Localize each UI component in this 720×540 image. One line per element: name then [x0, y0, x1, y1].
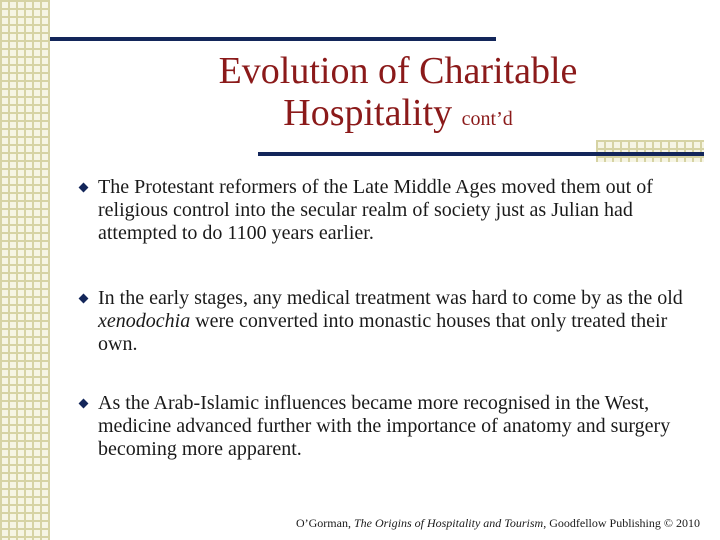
title-rule-bottom	[258, 152, 704, 156]
title-line1: Evolution of Charitable	[218, 50, 578, 92]
bullet-item	[78, 392, 698, 461]
bullet-italic-term: xenodochia	[98, 310, 191, 332]
slide-title	[150, 50, 646, 140]
decorative-grid-left	[0, 0, 50, 540]
citation-author: O’Gorman,	[295, 516, 354, 530]
bullet-list	[78, 176, 698, 503]
bullet-text: The Protestant reformers of the Late Middle Ages moved them out of religious control into the secular realm of society just as Julian had attempted to do 1100 years earlier.	[98, 176, 653, 244]
bullet-text-after: were converted into monastic houses that only treated their own.	[98, 310, 668, 355]
title-rule-top	[50, 37, 496, 41]
bullet-text: As the Arab-Islamic influences became more recognised in the West, medicine advanced further with the importance of anatomy and surgery becoming more apparent.	[98, 392, 671, 460]
bullet-text-before: In the early stages, any medical treatment was hard to come by as the old	[98, 287, 683, 309]
title-line2: Hospitality	[283, 92, 453, 134]
bullet-diamond-icon	[79, 294, 89, 304]
bullet-item	[78, 176, 698, 245]
title-suffix: cont’d	[461, 108, 513, 130]
decorative-grid-right	[596, 140, 704, 162]
bullet-item	[78, 287, 698, 356]
bullet-diamond-icon	[79, 399, 89, 409]
citation-publisher: , Goodfellow Publishing © 2010	[543, 516, 700, 530]
bullet-diamond-icon	[79, 183, 89, 193]
citation	[296, 516, 700, 531]
citation-work: The Origins of Hospitality and Tourism	[353, 516, 544, 530]
